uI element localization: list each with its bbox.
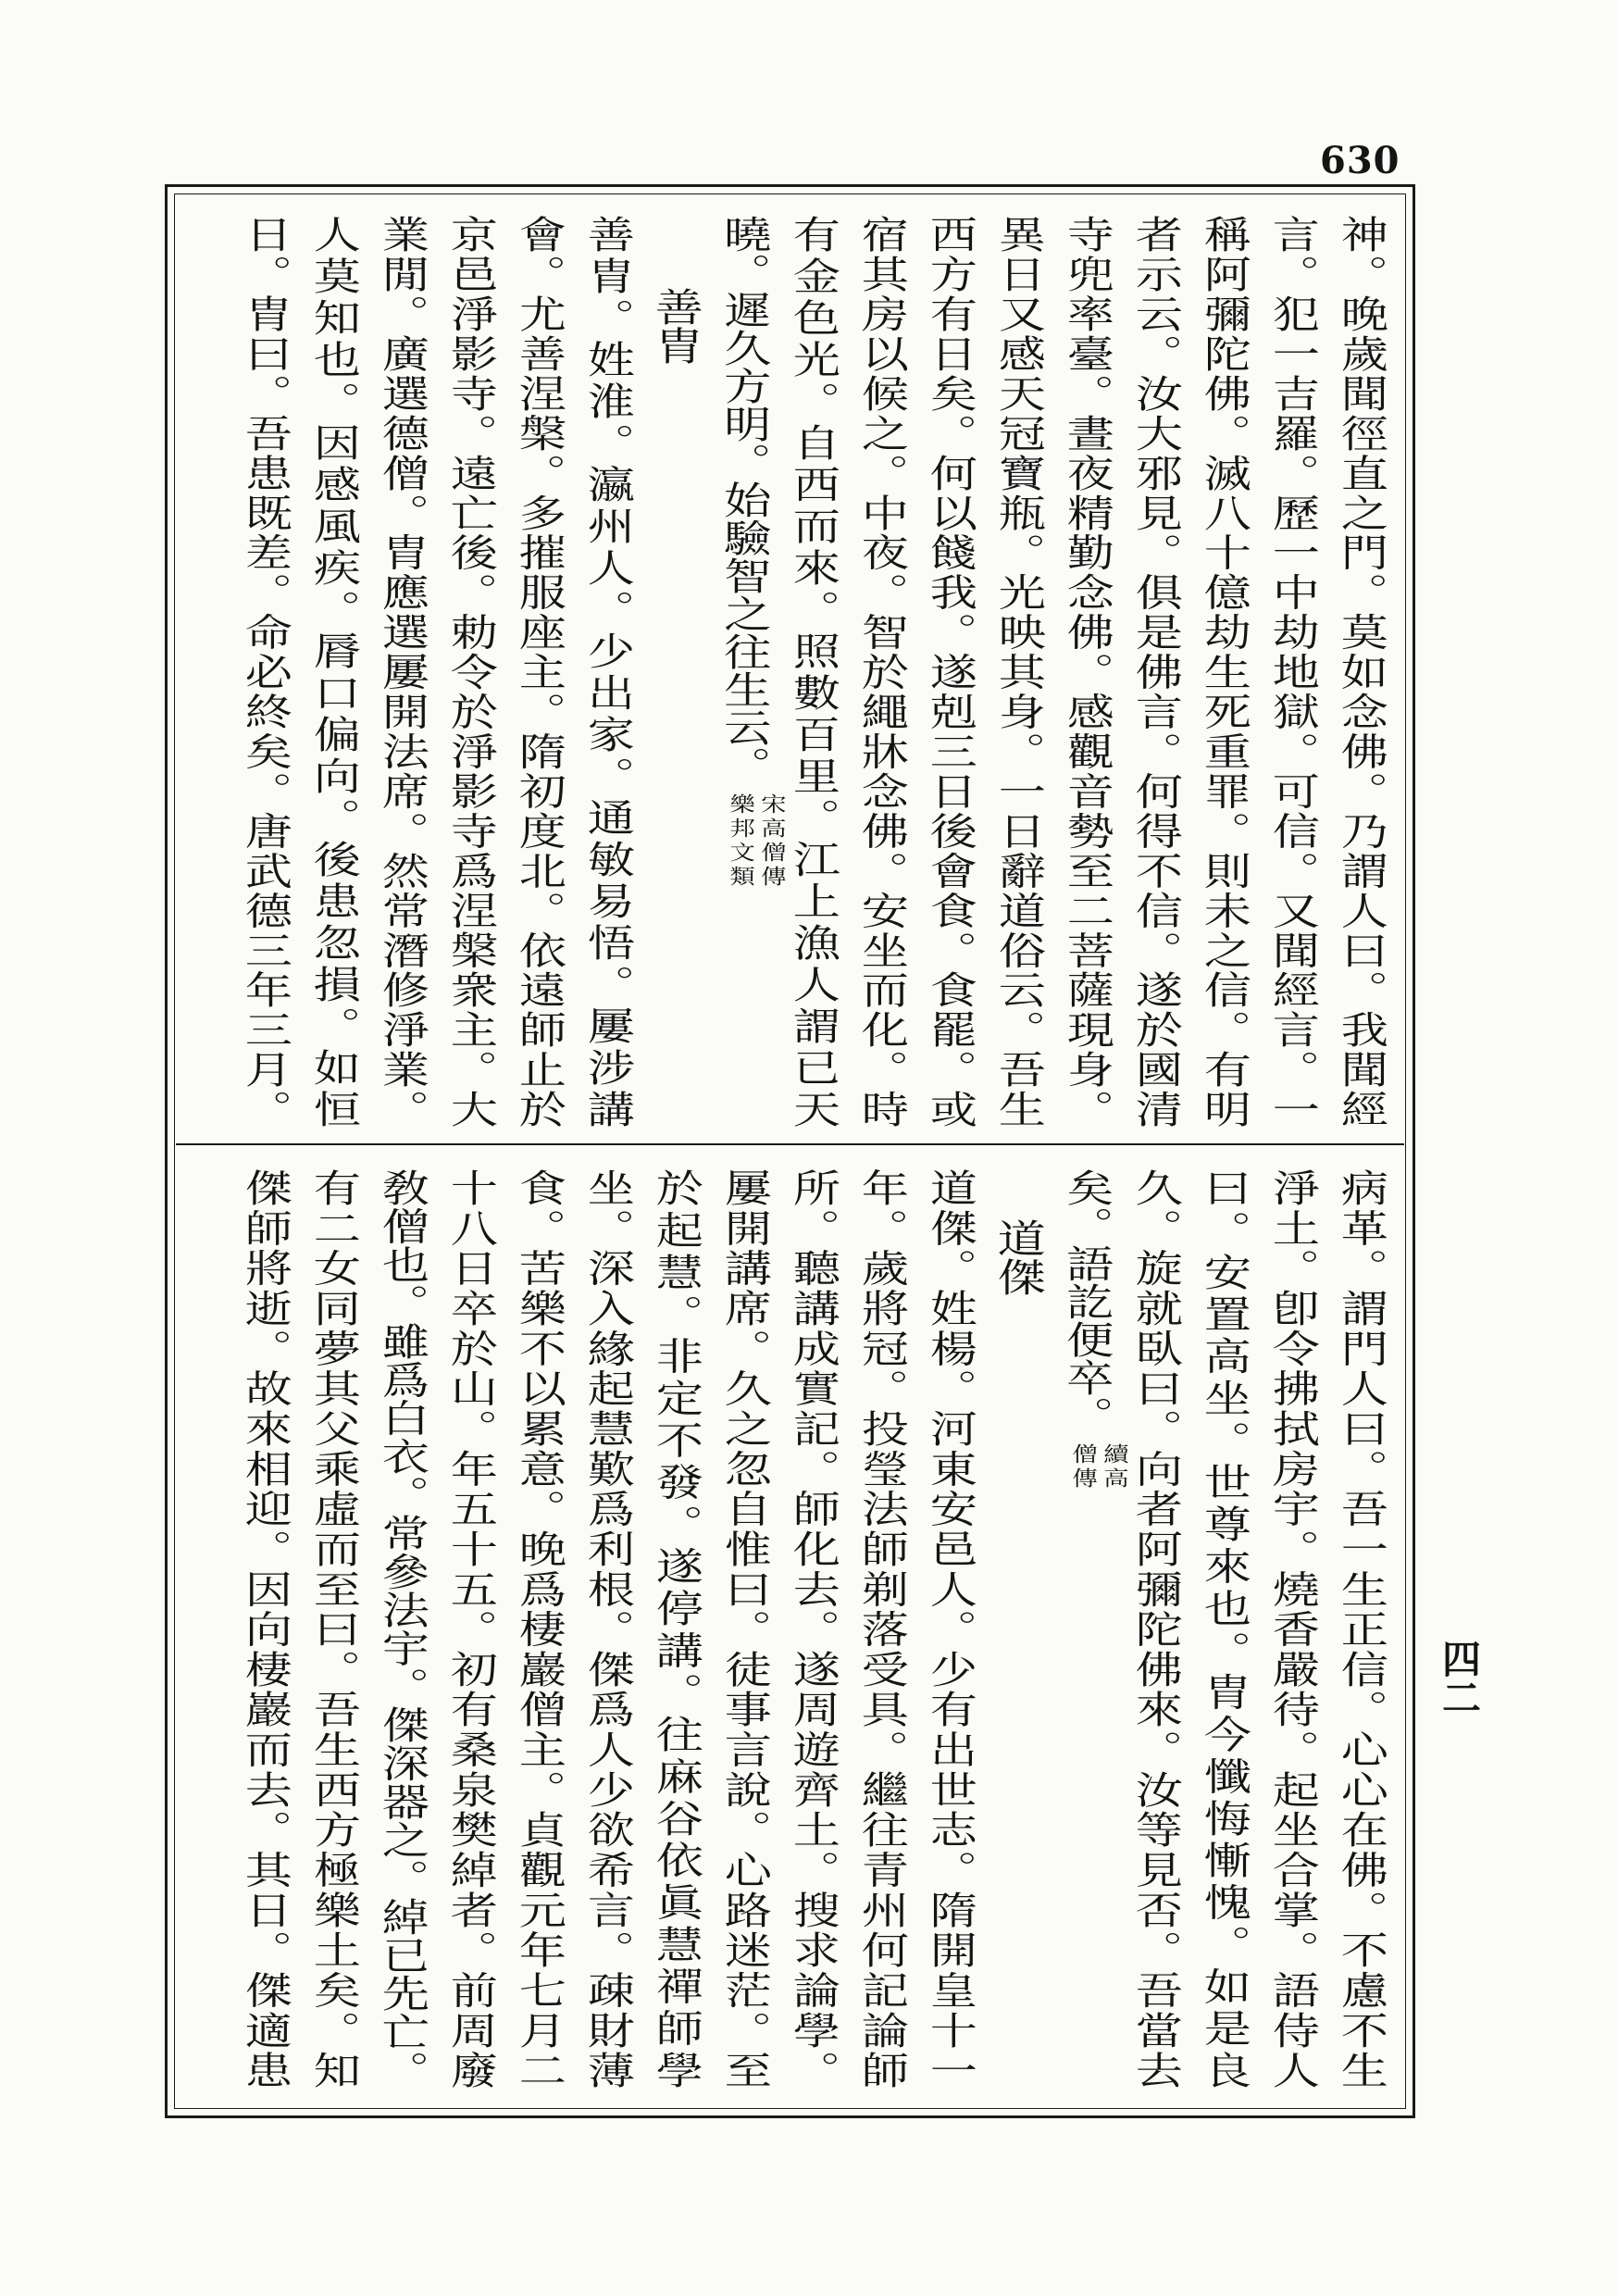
- text-column: 神。晚歲聞徑直之門。莫如念佛。乃謂人曰。我聞經: [1333, 215, 1388, 1128]
- text-column: 有二女同夢其父乘虛而至曰。吾生西方極樂土矣。知: [305, 1168, 361, 2089]
- text-column: 淨土。卽令拂拭房宇。燒香嚴待。起坐合掌。語侍人: [1264, 1168, 1320, 2089]
- text-column: 十八日卒於山。年五十五。初有桑泉樊綽者。前周廢: [442, 1168, 498, 2089]
- text-column: 異日又感天冠寶瓶。光映其身。一日辭道俗云。吾生: [990, 215, 1046, 1128]
- source-note: [725, 793, 788, 890]
- source-note-line: 僧傳: [1068, 1443, 1098, 1491]
- text-column: 言。犯一吉羅。歷一中劫地獄。可信。又聞經言。一: [1264, 215, 1320, 1128]
- text-column: 會。尤善涅槃。多摧服座主。隋初度北。依遠師止於: [511, 215, 566, 1128]
- text-column: 於起慧。非定不發。遂停講。往麻谷依眞慧禪師學: [648, 1168, 703, 2089]
- text-column: 人莫知也。因感風疾。脣口偏向。後患忽損。如恒: [305, 215, 361, 1128]
- text-column: 善胄。姓淮。瀛州人。少出家。通敏易悟。屢涉講: [579, 215, 635, 1128]
- source-note-line: 樂邦文類: [726, 793, 755, 890]
- entry-heading: 善胄: [648, 287, 705, 365]
- text-column: 道傑。姓楊。河東安邑人。少有出世志。隋開皇十一: [922, 1168, 977, 2089]
- text-column: 所。聽講成實記。師化去。遂周遊齊土。搜求論學。: [785, 1168, 840, 2089]
- folio-label: 四二: [1437, 1639, 1482, 1716]
- text-column: 敎僧也。雖爲白衣。常參法宇。傑深器之。綽已先亡。: [374, 1168, 429, 2089]
- lower-text-block: [230, 1168, 1395, 2089]
- source-note: [1067, 1443, 1130, 1491]
- column-text: 曉。遲久方明。始驗智之往生云。: [716, 215, 772, 784]
- text-column: 日。胄曰。吾患既差。命必終矣。唐武德三年三月。: [237, 215, 292, 1128]
- text-column: 曰。安置高坐。世尊來也。胄今懺悔慚愧。如是良: [1196, 1168, 1251, 2089]
- text-column: 稱阿彌陀佛。滅八十億劫生死重罪。則未之信。有明: [1196, 215, 1251, 1128]
- text-column: 宿其房以候之。中夜。智於繩牀念佛。安坐而化。時: [853, 215, 909, 1128]
- source-note-line: 續高: [1099, 1443, 1128, 1491]
- text-column: 食。苦樂不以累意。晚爲棲巖僧主。貞觀元年七月二: [511, 1168, 566, 2089]
- text-column: 者示云。汝大邪見。俱是佛言。何得不信。遂於國清: [1127, 215, 1183, 1128]
- text-column: 屢開講席。久之忽自惟曰。徒事言說。心路迷茫。至: [716, 1168, 772, 2089]
- page-number: 630: [1320, 139, 1400, 182]
- section-divider: [176, 1143, 1404, 1145]
- text-column: 病革。謂門人曰。吾一生正信。心心在佛。不慮不生: [1333, 1168, 1388, 2089]
- upper-text-block: [230, 215, 1395, 1128]
- column-text: 矣。語訖便卒。: [1058, 1168, 1114, 1434]
- text-column: 年。歲將冠。投瑩法師剃落受具。繼往青州何記論師: [853, 1168, 909, 2089]
- text-column: 京邑淨影寺。遠亡後。勅令於淨影寺爲涅槃衆主。大: [442, 215, 498, 1128]
- text-column: 西方有日矣。何以餞我。遂剋三日後會食。食罷。或: [922, 215, 977, 1128]
- entry-heading: 道傑: [990, 1218, 1048, 1296]
- text-column: 久。旋就臥曰。向者阿彌陀佛來。汝等見否。吾當去: [1127, 1168, 1183, 2089]
- source-note-line: 宋高僧傳: [756, 793, 786, 890]
- text-column: 坐。深入緣起慧歎爲利根。傑爲人少欲希言。疎財薄: [579, 1168, 635, 2089]
- text-column: 有金色光。自西而來。照數百里。江上漁人謂已天: [785, 215, 840, 1128]
- text-column: 傑師將逝。故來相迎。因向棲巖而去。其日。傑適患: [237, 1168, 292, 2089]
- text-column: 業閒。廣選德僧。胄應選屢開法席。然常潛修淨業。: [374, 215, 429, 1128]
- text-column: 寺兜率臺。晝夜精勤念佛。感觀音勢至二菩薩現身。: [1059, 215, 1114, 1128]
